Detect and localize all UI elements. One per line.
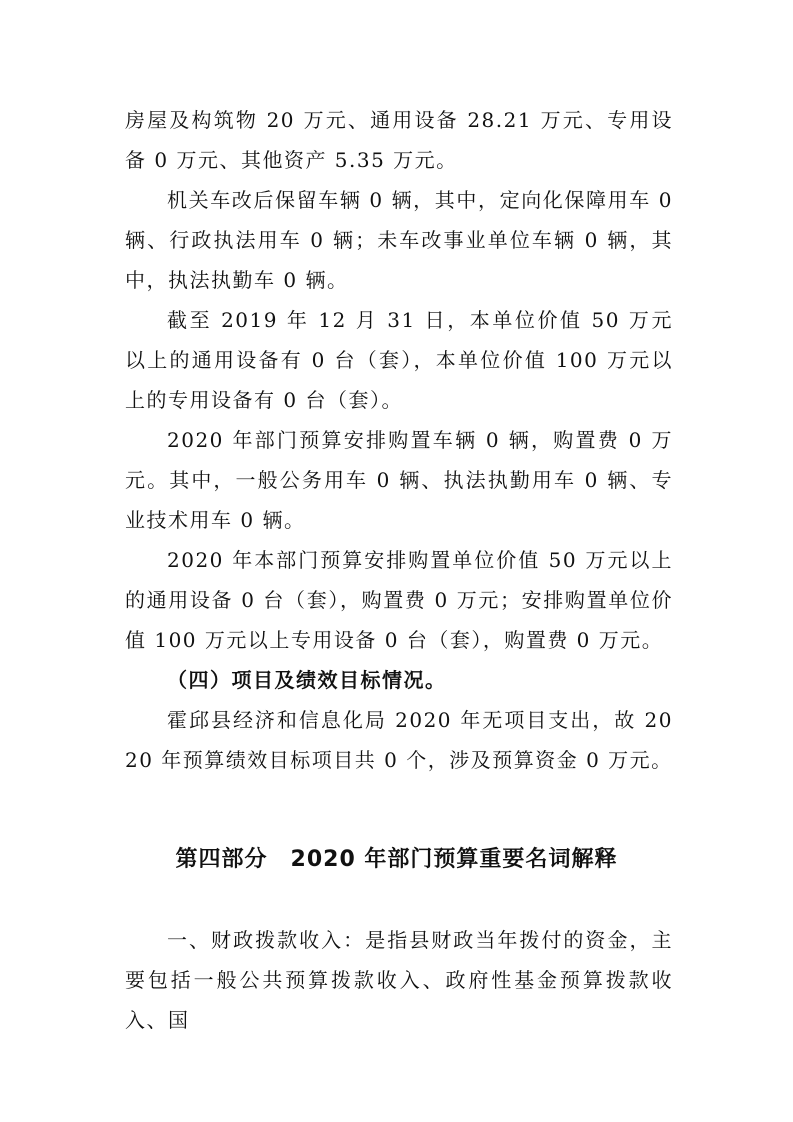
paragraph-fiscal-appropriation-definition: 一、财政拨款收入：是指县财政当年拨付的资金，主要包括一般公共预算拨款收入、政府性基金预算拨款收入、国 xyxy=(125,928,673,1032)
paragraph-equipment-count: 截至 2019 年 12 月 31 日，本单位价值 50 万元以上的通用设备有 0 台（套），本单位价值 100 万元以上的专用设备有 0 台（套）。 xyxy=(125,308,673,412)
section-heading-projects-performance: （四）项目及绩效目标情况。 xyxy=(167,668,447,692)
paragraph-vehicle-purchase: 2020 年部门预算安排购置车辆 0 辆，购置费 0 万元。其中，一般公务用车 0 辆、执法执勤用车 0 辆、专业技术用车 0 辆。 xyxy=(125,428,673,532)
paragraph-assets-summary: 房屋及构筑物 20 万元、通用设备 28.21 万元、专用设备 0 万元、其他资产 5.35 万元。 xyxy=(125,108,673,172)
paragraph-project-performance: 霍邱县经济和信息化局 2020 年无项目支出，故 2020 年预算绩效目标项目共 0 个，涉及预算资金 0 万元。 xyxy=(125,708,673,772)
paragraph-equipment-purchase: 2020 年本部门预算安排购置单位价值 50 万元以上的通用设备 0 台（套），购置费 0 万元；安排购置单位价值 100 万元以上专用设备 0 台（套），购置费 0 万元。 xyxy=(125,548,673,652)
part-title: 第四部分 2020 年部门预算重要名词解释 xyxy=(175,847,618,872)
paragraph-vehicles-retained: 机关车改后保留车辆 0 辆，其中，定向化保障用车 0 辆、行政执法用车 0 辆；未车改事业单位车辆 0 辆，其中，执法执勤车 0 辆。 xyxy=(125,188,673,292)
